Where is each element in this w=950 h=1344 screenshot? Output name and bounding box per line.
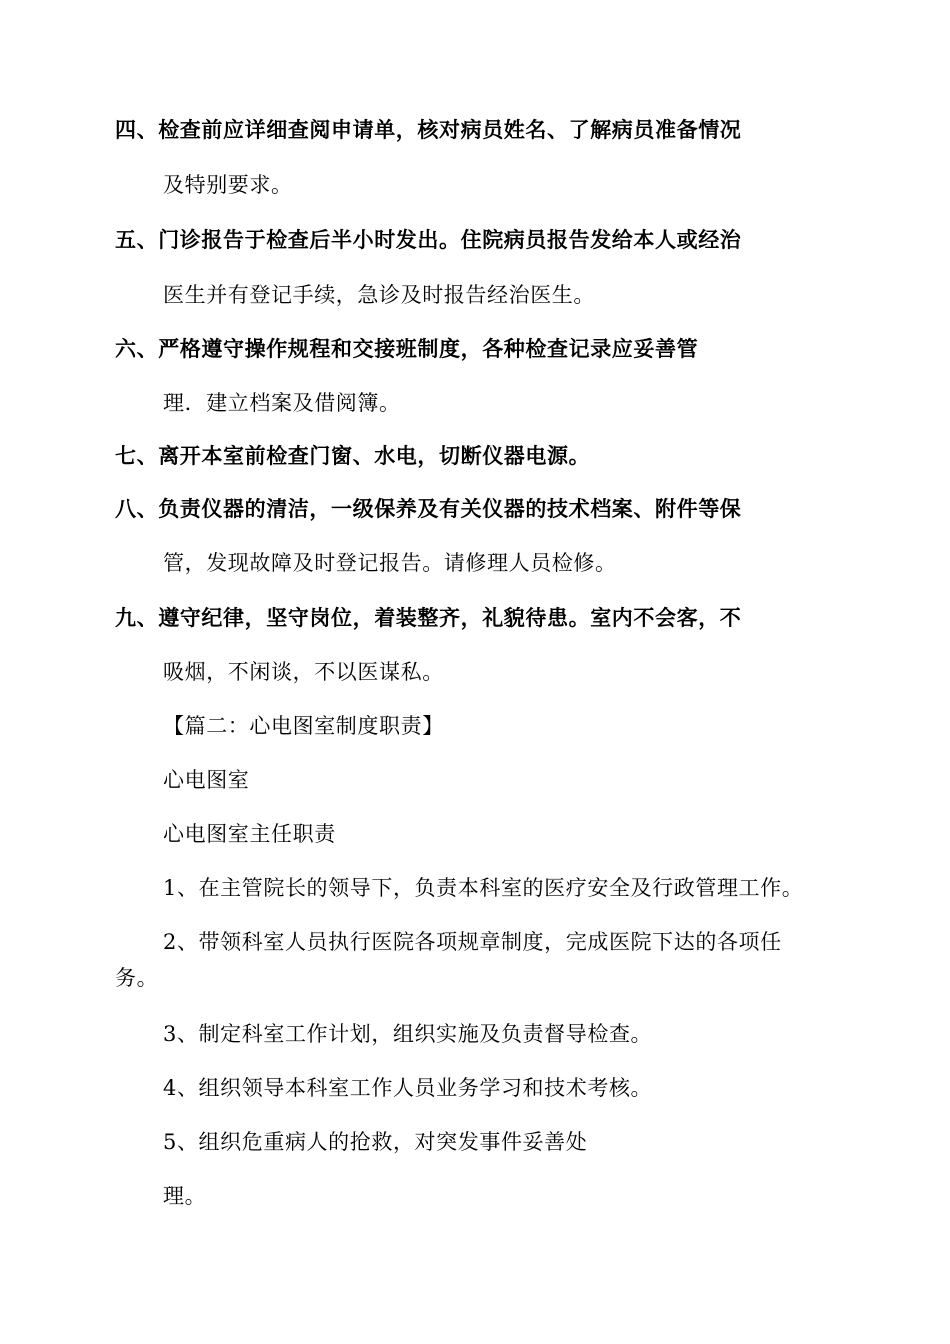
department-title: 心电图室: [163, 768, 250, 792]
duty-5-line-2: 理。: [163, 1184, 207, 1208]
rule-5-line-1: 五、门诊报告于检查后半小时发出。住院病员报告发给本人或经治: [115, 228, 742, 252]
rule-4-line-2: 及特别要求。: [163, 173, 293, 197]
rule-4-line-1: 四、检查前应详细查阅申请单，核对病员姓名、了解病员准备情况: [115, 118, 742, 142]
rule-8-line-2: 管，发现故障及时登记报告。请修理人员检修。: [163, 551, 617, 575]
role-title: 心电图室主任职责: [163, 822, 336, 846]
rule-9-line-1: 九、遵守纪律，坚守岗位，着装整齐，礼貌待患。室内不会客，不: [115, 606, 742, 630]
rule-6-line-2: 理．建立档案及借阅簿。: [163, 391, 401, 415]
duty-4: 4、组织领导本科室工作人员业务学习和技术考核。: [163, 1076, 653, 1100]
duty-3: 3、制定科室工作计划，组织实施及负责督导检查。: [163, 1022, 653, 1046]
section-heading: 【篇二：心电图室制度职责】: [163, 714, 444, 738]
rule-5-line-2: 医生并有登记手续，急诊及时报告经治医生。: [163, 283, 595, 307]
duty-2-line-1: 2、带领科室人员执行医院各项规章制度，完成医院下达的各项任: [163, 930, 782, 954]
duty-2-line-2: 务。: [115, 966, 159, 990]
rule-6-line-1: 六、严格遵守操作规程和交接班制度，各种检查记录应妥善管: [115, 337, 699, 361]
rule-8-line-1: 八、负责仪器的清洁，一级保养及有关仪器的技术档案、附件等保: [115, 497, 742, 521]
rule-7-line-1: 七、离开本室前检查门窗、水电，切断仪器电源。: [115, 444, 591, 468]
rule-9-line-2: 吸烟，不闲谈，不以医谋私。: [163, 660, 444, 684]
duty-1: 1、在主管院长的领导下，负责本科室的医疗安全及行政管理工作。: [163, 876, 804, 900]
duty-5-line-1: 5、组织危重病人的抢救，对突发事件妥善处: [163, 1130, 588, 1154]
